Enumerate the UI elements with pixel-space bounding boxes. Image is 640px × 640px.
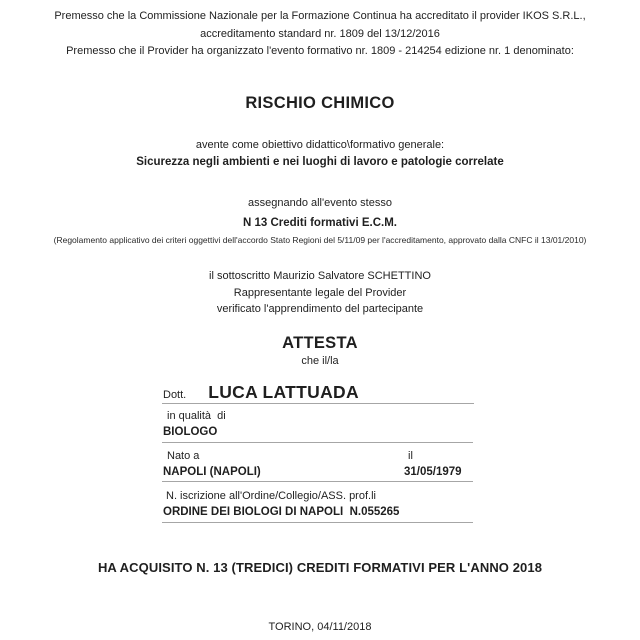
preamble-line-2: accreditamento standard nr. 1809 del 13/12/2016 [200, 27, 440, 40]
date-label: il [408, 450, 413, 462]
acquisition-statement: HA ACQUISITO N. 13 (TREDICI) CREDITI FORMATIVI PER L'ANNO 2018 [97, 560, 543, 575]
field-registration [162, 488, 473, 523]
profession-value: BIOLOGO [163, 426, 218, 438]
registration-value: ORDINE DEI BIOLOGI DI NAPOLI N.055265 [163, 506, 400, 518]
participant-name: LUCA LATTUADA [208, 382, 359, 402]
field-profession [162, 408, 473, 443]
signatory-line-1: il sottoscritto Maurizio Salvatore SCHETTINO [209, 270, 431, 282]
signatory-line-3: verificato l'apprendimento del partecipante [216, 303, 424, 315]
objective-text: Sicurezza negli ambienti e nei luoghi di lavoro e patologie correlate [136, 156, 504, 168]
objective-intro: avente come obiettivo didattico\formativo generale: [195, 139, 445, 151]
preamble [0, 8, 640, 61]
birthdate-column [403, 448, 462, 480]
regulation-note: (Regolamento applicativo dei criteri oggettivi dell'accordo Stato Regioni del 5/11/09 per l'accreditamento, approvato dalla CNFC il 13/01/2010) [53, 235, 587, 245]
title-label: Dott. [163, 389, 187, 401]
birthdate-value: 31/05/1979 [404, 466, 462, 478]
field-participant-name [162, 381, 474, 404]
credits-intro: assegnando all'evento stesso [248, 197, 392, 209]
event-title: RISCHIO CHIMICO [245, 94, 395, 112]
registration-label: N. iscrizione all'Ordine/Collegio/ASS. prof.li [166, 490, 376, 502]
signatory-block [0, 268, 640, 318]
born-label: Nato a [167, 450, 200, 462]
credits-value: N 13 Crediti formativi E.C.M. [242, 217, 397, 229]
objective-block [0, 137, 640, 171]
attests-subject: che il/la [301, 355, 339, 367]
preamble-line-3: Premesso che il Provider ha organizzato l'evento formativo nr. 1809 - 214254 edizione nr. 1 denominato: [66, 45, 574, 57]
attests-heading: ATTESTA [282, 334, 358, 352]
field-birth [162, 448, 473, 482]
quality-label: in qualità di [167, 410, 226, 422]
birthplace-value: NAPOLI (NAPOLI) [163, 466, 261, 478]
signatory-line-2: Rappresentante legale del Provider [233, 286, 407, 299]
preamble-line-1: Premesso che la Commissione Nazionale per la Formazione Continua ha accreditato il provider IKOS S.R.L., [54, 10, 586, 22]
place-date: TORINO, 04/11/2018 [268, 621, 372, 633]
